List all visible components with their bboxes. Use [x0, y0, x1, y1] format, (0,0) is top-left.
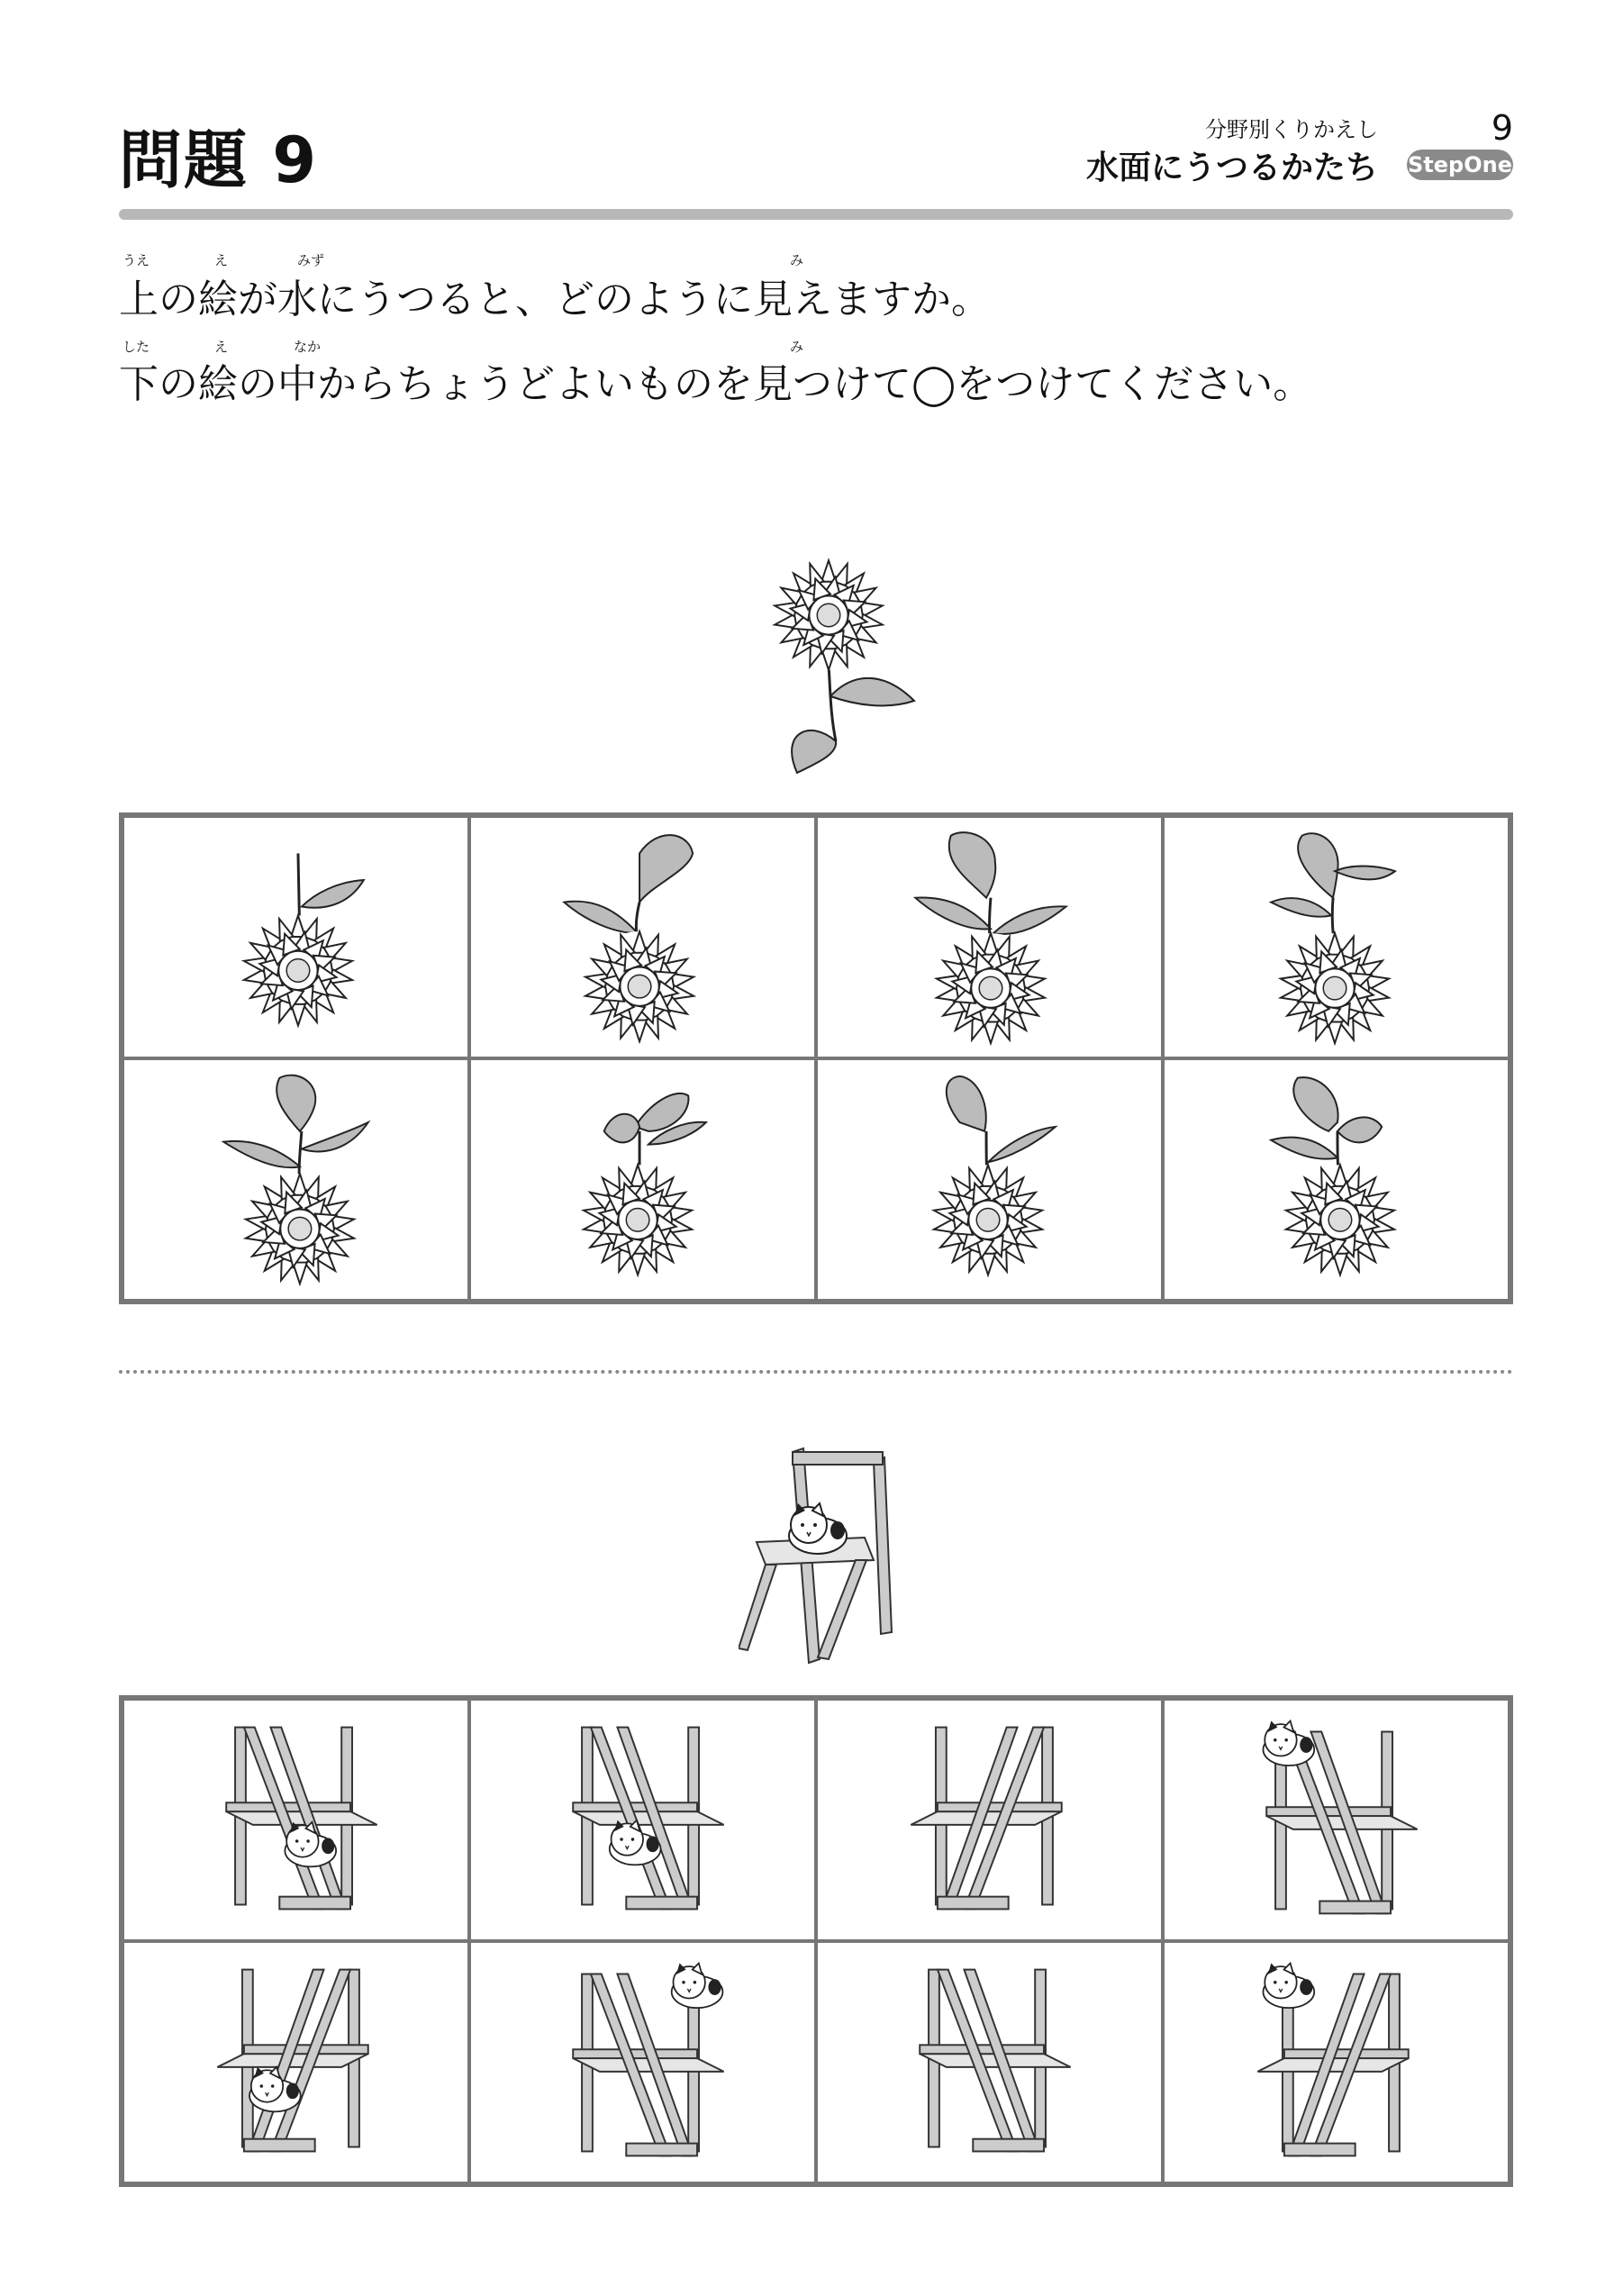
- chair-option-8: [1165, 1943, 1508, 2182]
- choice-cell[interactable]: [816, 1699, 1163, 1941]
- header-rule: [119, 209, 1513, 220]
- sunflower-option-2: [471, 818, 814, 1057]
- sunflower-option-5: [124, 1060, 467, 1299]
- category-label: 分野別くりかえし: [1205, 117, 1378, 142]
- choice-cell[interactable]: [1163, 1941, 1510, 2183]
- chair-choices-grid: [119, 1695, 1513, 2187]
- sunflower-option-7: [818, 1060, 1161, 1299]
- furigana: みず: [297, 252, 325, 268]
- choice-cell[interactable]: [816, 1058, 1163, 1301]
- choice-cell[interactable]: [469, 1699, 816, 1941]
- sunflower-option-3: [818, 818, 1161, 1057]
- page-title: 問題 9: [119, 123, 319, 197]
- furigana: え: [214, 252, 229, 268]
- choice-cell[interactable]: [1163, 816, 1510, 1058]
- chair-option-6: [471, 1943, 814, 2182]
- choice-cell[interactable]: [1163, 1699, 1510, 1941]
- chair-option-3: [818, 1701, 1161, 1939]
- choice-cell[interactable]: [469, 1058, 816, 1301]
- sunflower-option-4: [1165, 818, 1508, 1057]
- reference-chair-with-cat: [739, 1443, 928, 1668]
- choice-cell[interactable]: [122, 1941, 469, 2183]
- chair-option-7: [818, 1943, 1161, 2182]
- page-number: 9: [1491, 108, 1513, 148]
- choice-cell[interactable]: [1163, 1058, 1510, 1301]
- furigana: した: [122, 339, 150, 355]
- furigana: み: [790, 339, 804, 355]
- stepone-badge: StepOne: [1407, 150, 1513, 180]
- instruction-line-1: 上の絵が水にうつると、どのように見えますか。: [119, 277, 991, 322]
- chair-option-2: [471, 1701, 814, 1939]
- section-divider: [119, 1370, 1513, 1374]
- sunflower-choices-grid: [119, 812, 1513, 1304]
- furigana: み: [790, 252, 804, 268]
- chair-option-1: [124, 1701, 467, 1939]
- choice-cell[interactable]: [816, 816, 1163, 1058]
- choice-cell[interactable]: [816, 1941, 1163, 2183]
- sunflower-option-6: [471, 1060, 814, 1299]
- topic-title: 水面にうつるかたち: [1085, 150, 1378, 186]
- furigana: うえ: [122, 252, 150, 268]
- choice-cell[interactable]: [122, 816, 469, 1058]
- choice-cell[interactable]: [469, 816, 816, 1058]
- reference-sunflower: [730, 548, 937, 782]
- sunflower-option-8: [1165, 1060, 1508, 1299]
- furigana: なか: [294, 339, 322, 355]
- choice-cell[interactable]: [122, 1058, 469, 1301]
- instruction-line-2: 下の絵の中からちょうどよいものを見つけて◯をつけてください。: [119, 361, 1313, 407]
- choice-cell[interactable]: [469, 1941, 816, 2183]
- chair-option-4: [1165, 1701, 1508, 1939]
- sunflower-option-1: [124, 818, 467, 1057]
- chair-option-5: [124, 1943, 467, 2182]
- furigana: え: [214, 339, 229, 355]
- choice-cell[interactable]: [122, 1699, 469, 1941]
